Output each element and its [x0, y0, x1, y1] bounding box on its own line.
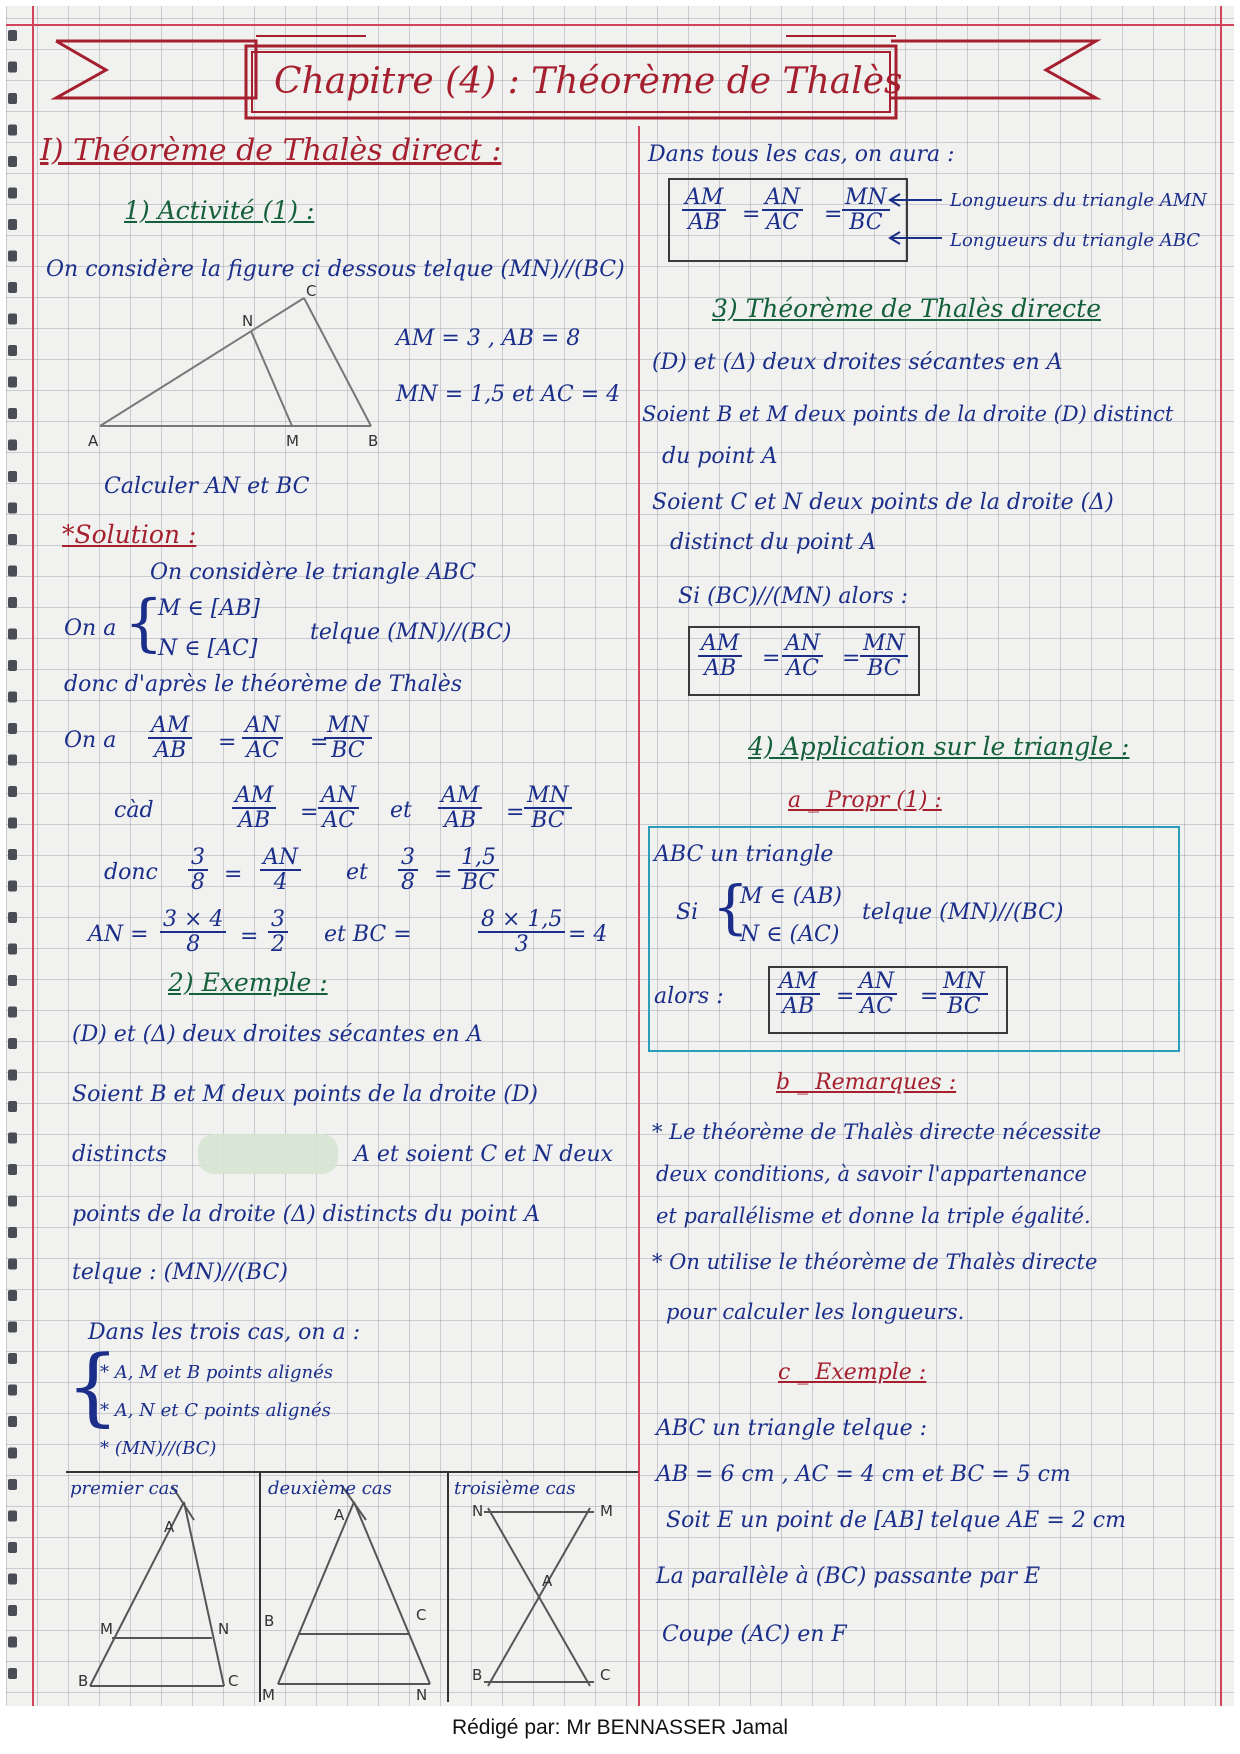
cad-label: càd — [114, 798, 154, 823]
donc-apres-thales: donc d'après le théorème de Thalès — [64, 672, 463, 697]
binding-hole — [8, 377, 17, 388]
binding-hole — [8, 440, 17, 451]
column-divider — [638, 126, 640, 1706]
binding-hole — [8, 408, 17, 419]
equals-sign: = — [920, 984, 939, 1009]
case2-label-A: A — [334, 1506, 345, 1524]
et-label: et — [346, 860, 368, 885]
exercise-line-5: Coupe (AC) en F — [662, 1622, 847, 1647]
application-title: 4) Application sur le triangle : — [748, 732, 1130, 761]
ratio-an-ac: $\frac{AN}{AC}$ — [318, 784, 359, 832]
binding-hole — [8, 1416, 17, 1427]
equals-sign: = — [224, 862, 243, 887]
condition-n: N ∈ [AC] — [158, 636, 258, 661]
ratio-mn-bc: $\frac{MN}{BC}$ — [860, 632, 908, 680]
binding-hole — [8, 1385, 17, 1396]
ratio-am-ab: $\frac{AM}{AB}$ — [776, 970, 820, 1018]
equals-sign: = — [300, 800, 319, 825]
binding-hole — [8, 692, 17, 703]
theorem-line-3: du point A — [662, 444, 778, 469]
binding-hole — [8, 1133, 17, 1144]
equals-sign: = — [218, 730, 237, 755]
fig-label-N: N — [242, 312, 254, 330]
example-line-3a: distincts — [72, 1142, 167, 1167]
binding-hole — [8, 93, 17, 104]
equals-sign: = — [824, 202, 843, 227]
ona-label: On a — [64, 616, 117, 641]
notebook-page — [6, 6, 1234, 1706]
case1-label-B: B — [78, 1672, 89, 1690]
frac-15-bc: $\frac{1,5}{BC}$ — [458, 846, 499, 894]
binding-hole — [8, 849, 17, 860]
ratio-mn-bc: $\frac{MN}{BC}$ — [324, 714, 372, 762]
binding-hole — [8, 566, 17, 577]
footer-credit: Rédigé par: Mr BENNASSER Jamal — [451, 1716, 789, 1739]
binding-hole — [8, 125, 17, 136]
binding-hole — [8, 282, 17, 293]
condition-m: M ∈ [AB] — [158, 596, 261, 621]
remark-line-4: * On utilise le théorème de Thalès directe — [652, 1250, 1098, 1274]
remark-line-5: pour calculer les longueurs. — [666, 1300, 965, 1324]
case3-label-C: C — [600, 1666, 611, 1684]
binding-hole — [8, 1322, 17, 1333]
binding-hole — [8, 503, 17, 514]
binding-hole — [8, 1511, 17, 1522]
brace: { — [124, 586, 164, 659]
bullet-parallel: * (MN)//(BC) — [100, 1438, 217, 1459]
equals-sign: = — [836, 984, 855, 1009]
ratio-mn-bc: $\frac{MN}{BC}$ — [524, 784, 572, 832]
binding-hole — [8, 314, 17, 325]
binding-hole — [8, 1196, 17, 1207]
fig-label-B: B — [368, 432, 379, 450]
frac-3x4-8: $\frac{3 \times 4}{8}$ — [160, 908, 226, 956]
bc-result-value: = 4 — [568, 922, 608, 947]
binding-hole — [8, 975, 17, 986]
binding-hole — [8, 251, 17, 262]
equals-sign: = — [842, 646, 861, 671]
remarques-title: b _ Remarques : — [776, 1070, 957, 1095]
binding-hole — [8, 755, 17, 766]
example-line-3b: A et soient C et N deux — [354, 1142, 613, 1167]
dans-trois-cas: Dans les trois cas, on a : — [88, 1320, 361, 1345]
binding-hole — [8, 1038, 17, 1049]
arrow-icon — [886, 194, 946, 244]
exemple-title: 2) Exemple : — [168, 968, 328, 997]
brace: { — [66, 1337, 120, 1435]
binding-hole — [8, 62, 17, 73]
dans-tous-les-cas: Dans tous les cas, on aura : — [648, 142, 955, 167]
case2-label-C: C — [416, 1606, 427, 1624]
theorem-line-4: Soient C et N deux points de la droite (Δ) — [652, 490, 1114, 515]
binding-hole — [8, 1479, 17, 1490]
binding-hole — [8, 188, 17, 199]
bullet-aligned-amb: * A, M et B points alignés — [100, 1362, 334, 1383]
bc-result-label: et BC = — [324, 922, 412, 947]
fig-label-C: C — [306, 282, 317, 300]
right-margin-rule — [1220, 6, 1222, 1706]
ratio-am-ab: $\frac{AM}{AB}$ — [698, 632, 742, 680]
binding-hole — [8, 534, 17, 545]
case1-label-N: N — [218, 1620, 230, 1638]
ratio-am-ab: $\frac{AM}{AB}$ — [682, 186, 726, 234]
exercise-line-4: La parallèle à (BC) passante par E — [656, 1564, 1041, 1589]
binding-hole — [8, 786, 17, 797]
binding-hole — [8, 1070, 17, 1081]
example-line-2: Soient B et M deux points de la droite (D) — [72, 1082, 539, 1107]
prop-condition-n: N ∈ (AC) — [740, 922, 840, 947]
spiral-binding — [6, 6, 26, 1706]
binding-hole — [8, 1353, 17, 1364]
exercise-line-1: ABC un triangle telque : — [656, 1416, 928, 1441]
case-2-title: deuxième cas — [268, 1478, 392, 1499]
left-margin-rule — [32, 6, 34, 1706]
binding-hole — [8, 1259, 17, 1270]
binding-hole — [8, 1668, 17, 1679]
an-result-label: AN = — [88, 922, 149, 947]
frac-3-2: $\frac{3}{2}$ — [268, 908, 288, 956]
theorem-line-6: Si (BC)//(MN) alors : — [678, 584, 909, 609]
binding-hole — [8, 629, 17, 640]
binding-hole — [8, 818, 17, 829]
case3-label-N: N — [472, 1502, 484, 1520]
ona-label-2: On a — [64, 728, 117, 753]
given-values-1: AM = 3 , AB = 8 — [396, 326, 581, 351]
theorem-line-2: Soient B et M deux points de la droite (D) distinct — [642, 402, 1174, 426]
exemple-c-title: c _ Exemple : — [778, 1360, 927, 1385]
activite-text: On considère la figure ci dessous telque (MN)//(BC) — [46, 257, 625, 282]
ratio-am-ab: $\frac{AM}{AB}$ — [148, 714, 192, 762]
fig-label-A: A — [88, 432, 99, 450]
ratio-an-ac: $\frac{AN}{AC}$ — [856, 970, 897, 1018]
ratio-mn-bc: $\frac{MN}{BC}$ — [842, 186, 890, 234]
binding-hole — [8, 881, 17, 892]
prop-condition-m: M ∈ (AB) — [740, 884, 843, 909]
binding-hole — [8, 597, 17, 608]
frac-3-8: $\frac{3}{8}$ — [398, 846, 418, 894]
section-title-thales-direct: I) Théorème de Thalès direct : — [40, 133, 502, 168]
longueurs-abc: Longueurs du triangle ABC — [950, 230, 1201, 251]
binding-hole — [8, 723, 17, 734]
case3-label-A: A — [542, 1572, 553, 1590]
bullet-aligned-anc: * A, N et C points alignés — [100, 1400, 331, 1421]
binding-hole — [8, 219, 17, 230]
activite-title: 1) Activité (1) : — [124, 196, 315, 225]
case2-label-M: M — [262, 1686, 275, 1704]
example-line-5: telque : (MN)//(BC) — [72, 1260, 288, 1285]
prop-telque: telque (MN)//(BC) — [862, 900, 1064, 925]
alors-label: alors : — [654, 984, 724, 1009]
binding-hole — [8, 1637, 17, 1648]
exercise-line-3: Soit E un point de [AB] telque AE = 2 cm — [666, 1508, 1126, 1533]
frac-an-4: $\frac{AN}{4}$ — [260, 846, 301, 894]
example-line-1: (D) et (Δ) deux droites sécantes en A — [72, 1022, 483, 1047]
ratio-an-ac: $\frac{AN}{AC}$ — [782, 632, 823, 680]
si-label: Si — [676, 900, 699, 925]
exercise-line-2: AB = 6 cm , AC = 4 cm et BC = 5 cm — [656, 1462, 1071, 1487]
binding-hole — [8, 345, 17, 356]
equals-sign: = — [434, 862, 453, 887]
binding-hole — [8, 1574, 17, 1585]
fig-label-M: M — [286, 432, 299, 450]
case3-label-B: B — [472, 1666, 483, 1684]
prop-line-triangle: ABC un triangle — [654, 842, 834, 867]
longueurs-amn: Longueurs du triangle AMN — [950, 190, 1207, 211]
theorem-line-1: (D) et (Δ) deux droites sécantes en A — [652, 350, 1063, 375]
correction-smudge — [198, 1134, 338, 1174]
binding-hole — [8, 1101, 17, 1112]
case1-label-A: A — [164, 1518, 175, 1536]
solution-title: *Solution : — [62, 520, 197, 549]
binding-hole — [8, 944, 17, 955]
et-label: et — [390, 798, 412, 823]
ratio-am-ab: $\frac{AM}{AB}$ — [232, 784, 276, 832]
binding-hole — [8, 30, 17, 41]
case2-label-N: N — [416, 1686, 428, 1704]
given-values-2: MN = 1,5 et AC = 4 — [396, 382, 621, 407]
equals-sign: = — [240, 924, 259, 949]
activite-figure — [86, 276, 386, 446]
binding-hole — [8, 471, 17, 482]
binding-hole — [8, 1007, 17, 1018]
brace: { — [712, 873, 749, 941]
frac-8x15-3: $\frac{8 \times 1,5}{3}$ — [478, 908, 565, 956]
remark-line-2: deux conditions, à savoir l'appartenance — [656, 1162, 1087, 1186]
equals-sign: = — [762, 646, 781, 671]
propriete-title: a _ Propr (1) : — [788, 788, 942, 813]
frac-3-8: $\frac{3}{8}$ — [188, 846, 208, 894]
case2-label-B: B — [264, 1612, 275, 1630]
ratio-an-ac: $\frac{AN}{AC}$ — [242, 714, 283, 762]
solution-line-1: On considère le triangle ABC — [150, 560, 477, 585]
example-line-4: points de la droite (Δ) distincts du point A — [72, 1202, 541, 1227]
case1-label-C: C — [228, 1672, 239, 1690]
calculer-text: Calculer AN et BC — [104, 474, 310, 499]
binding-hole — [8, 912, 17, 923]
equals-sign: = — [742, 202, 761, 227]
ratio-an-ac: $\frac{AN}{AC}$ — [762, 186, 803, 234]
case3-label-M: M — [600, 1502, 613, 1520]
binding-hole — [8, 660, 17, 671]
case1-label-M: M — [100, 1620, 113, 1638]
theoreme-title: 3) Théorème de Thalès directe — [712, 294, 1102, 323]
ratio-mn-bc: $\frac{MN}{BC}$ — [940, 970, 988, 1018]
case-3-title: troisième cas — [454, 1478, 576, 1499]
donc-label: donc — [104, 860, 158, 885]
binding-hole — [8, 1164, 17, 1175]
page-title: Chapitre (4) : Théorème de Thalès — [274, 61, 903, 102]
remark-line-3: et parallélisme et donne la triple égalité. — [656, 1204, 1091, 1228]
remark-line-1: * Le théorème de Thalès directe nécessite — [652, 1120, 1102, 1144]
equals-sign: = — [506, 800, 525, 825]
theorem-line-5: distinct du point A — [670, 530, 877, 555]
telque-parallel: telque (MN)//(BC) — [310, 620, 512, 645]
binding-hole — [8, 1605, 17, 1616]
binding-hole — [8, 1448, 17, 1459]
binding-hole — [8, 1542, 17, 1553]
binding-hole — [8, 1227, 17, 1238]
equals-sign: = — [310, 730, 329, 755]
binding-hole — [8, 156, 17, 167]
ratio-am-ab: $\frac{AM}{AB}$ — [438, 784, 482, 832]
case-1-title: premier cas — [70, 1478, 179, 1499]
binding-hole — [8, 1290, 17, 1301]
